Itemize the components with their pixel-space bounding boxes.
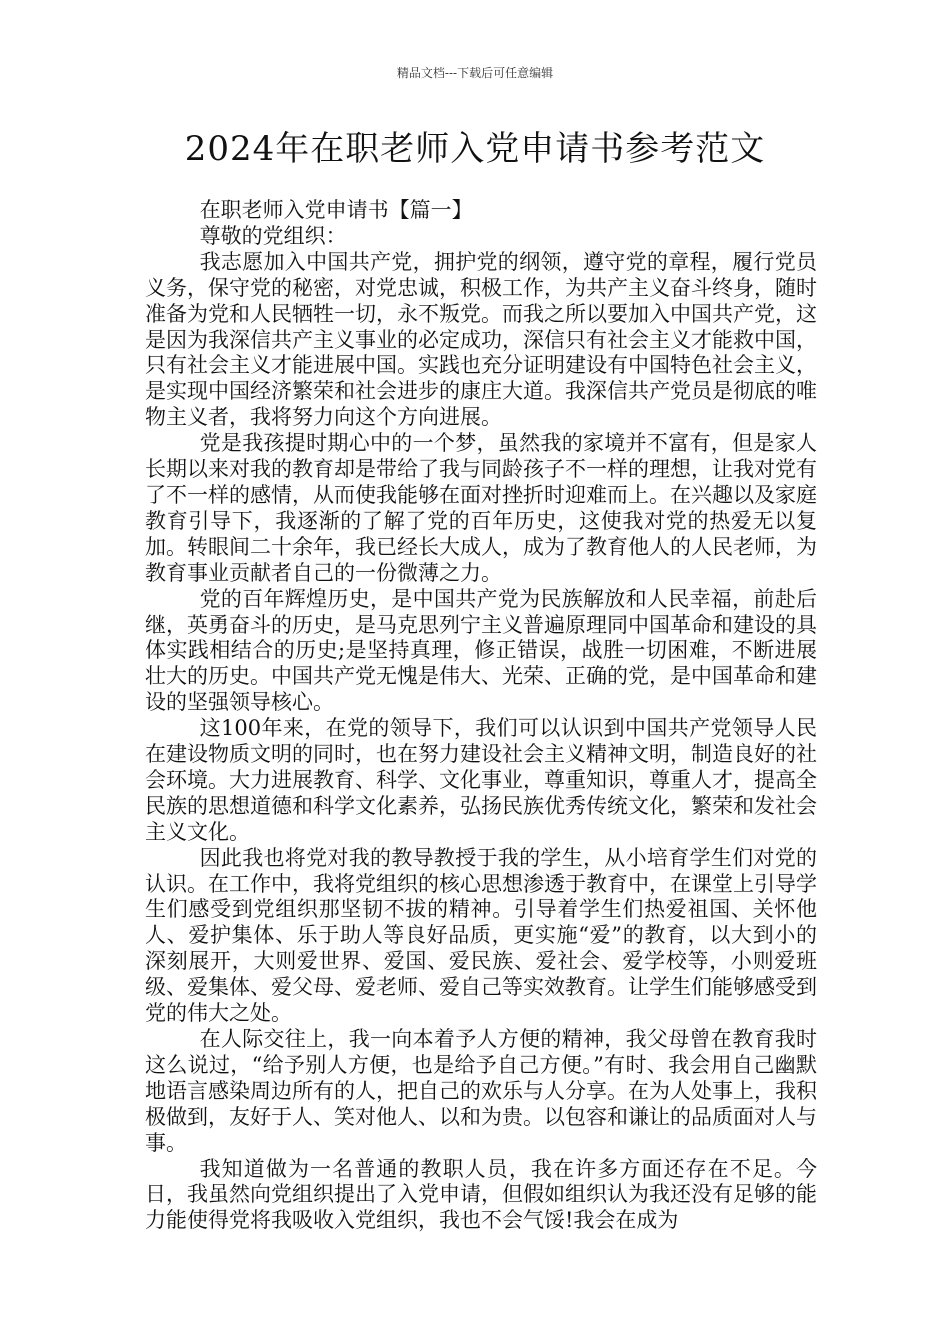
paragraph: 我志愿加入中国共产党，拥护党的纲领，遵守党的章程，履行党员义务，保守党的秘密，对党忠诚，积极工作，为共产主义奋斗终身，随时准备为党和人民牺牲一切，永不叛党。而我之所以要加入中国共产党，这是因为我深信共产主义事业的必定成功，深信只有社会主义才能救中国，只有社会主义才能进展中国。实践也充分证明建设有中国特色社会主义，是实现中国经济繁荣和社会进步的康庄大道。我深信共产党员是彻底的唯物主义者，我将努力向这个方向进展。	[145, 249, 817, 430]
section-heading: 在职老师入党申请书【篇一】	[199, 198, 473, 222]
paragraph: 在人际交往上，我一向本着予人方便的精神，我父母曾在教育我时这么说过，“给予别人方便，也是给予自己方便。”有时、我会用自己幽默地语言感染周边所有的人，把自己的欢乐与人分享。在为人处事上，我积极做到，友好于人、笑对他人、以和为贵。以包容和谦让的品质面对人与事。	[145, 1027, 817, 1155]
header-note: 精品文档---下载后可任意编辑	[396, 66, 554, 80]
paragraph: 党是我孩提时期心中的一个梦，虽然我的家境并不富有，但是家人长期以来对我的教育却是带给了我与同龄孩子不一样的理想，让我对党有了不一样的感情，从而使我能够在面对挫折时迎难而上。在兴趣以及家庭教育引导下，我逐渐的了解了党的百年历史，这使我对党的热爱无以复加。转眼间二十余年，我已经长大成人，成为了教育他人的人民老师，为教育事业贡献者自己的一份微薄之力。	[145, 431, 817, 585]
document-title: 2024年在职老师入党申请书参考范文	[184, 129, 766, 169]
document-body	[145, 198, 817, 1234]
paragraph: 因此我也将党对我的教导教授于我的学生，从小培育学生们对党的认识。在工作中，我将党组织的核心思想渗透于教育中，在课堂上引导学生们感受到党组织那坚韧不拔的精神。引导着学生们热爱祖国、关怀他人、爱护集体、乐于助人等良好品质，更实施“爱”的教育，以大到小的深刻展开，大则爱世界、爱国、爱民族、爱社会、爱学校等，小则爱班级、爱集体、爱父母、爱老师、爱自己等实效教育。让学生们能够感受到党的伟大之处。	[145, 845, 817, 1026]
salutation: 尊敬的党组织：	[199, 223, 347, 248]
paragraph: 我知道做为一名普通的教职人员，我在许多方面还存在不足。今日，我虽然向党组织提出了入党申请，但假如组织认为我还没有足够的能力能使得党将我吸收入党组织，我也不会气馁!我会在成为	[145, 1156, 817, 1233]
paragraph: 党的百年辉煌历史，是中国共产党为民族解放和人民幸福，前赴后继，英勇奋斗的历史，是马克思列宁主义普遍原理同中国革命和建设的具体实践相结合的历史;是坚持真理，修正错误，战胜一切困难，不断进展壮大的历史。中国共产党无愧是伟大、光荣、正确的党，是中国革命和建设的坚强领导核心。	[145, 586, 817, 715]
paragraph: 这100年来，在党的领导下，我们可以认识到中国共产党领导人民在建设物质文明的同时，也在努力建设社会主义精神文明，制造良好的社会环境。大力进展教育、科学、文化事业，尊重知识，尊重人才，提高全民族的思想道德和科学文化素养，弘扬民族优秀传统文化，繁荣和发社会主义文化。	[145, 716, 817, 844]
